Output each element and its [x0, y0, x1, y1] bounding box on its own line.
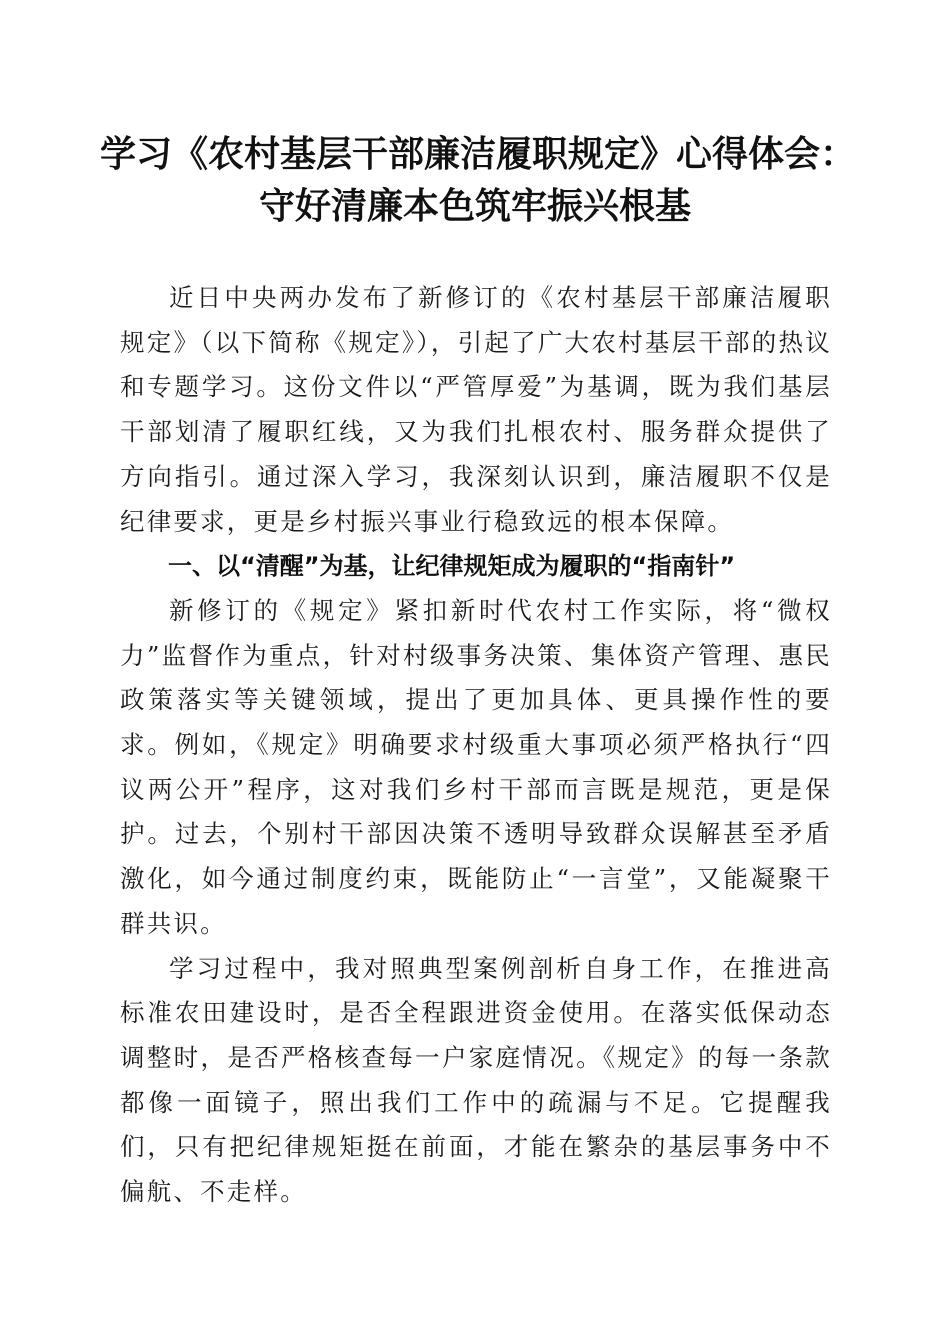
section-heading-1: 一、以“清醒”为基，让纪律规矩成为履职的“指南针” — [168, 552, 736, 581]
section1-paragraph-2: 学习过程中，我对照典型案例剖析自身工作，在推进高标准农田建设时，是否全程跟进资金使用。在落实低保动态调整时，是否严格核查每一户家庭情况。《规定》的每一条款都像一面镜子，照出我们工作中的疏漏与不足。它提醒我们，只有把纪律规矩挺在前面，才能在繁杂的基层事务中不偏航、不走样。 — [120, 953, 832, 1207]
intro-paragraph: 近日中央两办发布了新修订的《农村基层干部廉洁履职规定》（以下简称《规定》），引起了广大农村基层干部的热议和专题学习。这份文件以“严管厚爱”为基调，既为我们基层干部划清了履职红线，又为我们扎根农村、服务群众提供了方向指引。通过深入学习，我深刻认识到，廉洁履职不仅是纪律要求，更是乡村振兴事业行稳致远的根本保障。 — [120, 283, 832, 536]
section1-paragraph-1: 新修订的《规定》紧扣新时代农村工作实际，将“微权力”监督作为重点，针对村级事务决策、集体资产管理、惠民政策落实等关键领域，提出了更加具体、更具操作性的要求。例如，《规定》明确要求村级重大事项必须严格执行“四议两公开”程序，这对我们乡村干部而言既是规范，更是保护。过去，个别村干部因决策不透明导致群众误解甚至矛盾激化，如今通过制度约束，既能防止“一言堂”，又能凝聚干群共识。 — [120, 595, 832, 938]
document-title — [100, 128, 857, 232]
title-line-1: 学习《农村基层干部廉洁履职规定》心得体会： — [100, 133, 857, 175]
title-line-2: 守好清廉本色筑牢振兴根基 — [258, 185, 691, 227]
document-body — [120, 276, 832, 1215]
